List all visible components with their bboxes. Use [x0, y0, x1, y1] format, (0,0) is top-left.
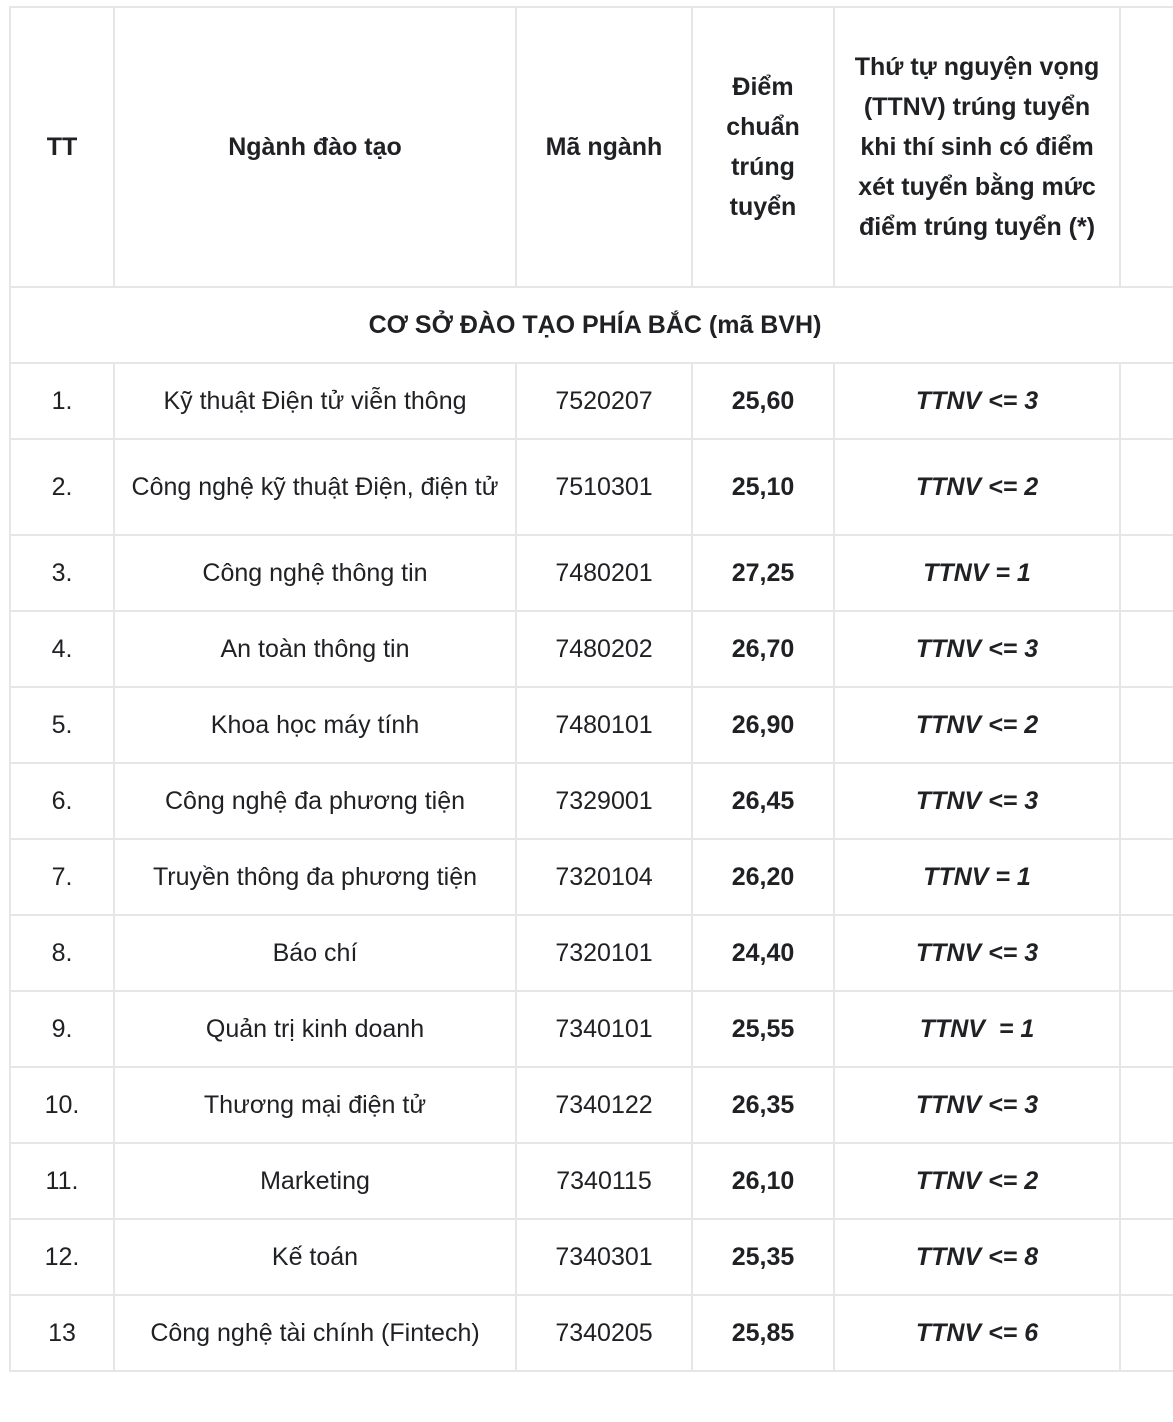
- cell-ttnv: TTNV <= 3: [834, 763, 1120, 839]
- header-ttnv: [834, 7, 1120, 287]
- cell-major: Công nghệ thông tin: [114, 535, 516, 611]
- table-row: [10, 439, 1173, 535]
- cell-score: 25,85: [692, 1295, 834, 1371]
- cell-extra: [1120, 915, 1173, 991]
- cell-tt: 12.: [10, 1219, 114, 1295]
- cell-ttnv: TTNV <= 8: [834, 1219, 1120, 1295]
- header-major: Ngành đào tạo: [114, 7, 516, 287]
- cell-major: An toàn thông tin: [114, 611, 516, 687]
- cell-tt: 7.: [10, 839, 114, 915]
- cell-major: Công nghệ đa phương tiện: [114, 763, 516, 839]
- table-row: [10, 763, 1173, 839]
- cell-score: 26,90: [692, 687, 834, 763]
- cell-score: 26,20: [692, 839, 834, 915]
- cell-score: 27,25: [692, 535, 834, 611]
- cell-extra: [1120, 611, 1173, 687]
- table-row: [10, 1143, 1173, 1219]
- section-row: [10, 287, 1173, 363]
- cell-ttnv: TTNV <= 3: [834, 363, 1120, 439]
- cell-code: 7480202: [516, 611, 692, 687]
- cell-ttnv: TTNV = 1: [834, 991, 1120, 1067]
- cell-tt: 5.: [10, 687, 114, 763]
- cell-extra: [1120, 763, 1173, 839]
- cell-major: Kế toán: [114, 1219, 516, 1295]
- cell-major: Quản trị kinh doanh: [114, 991, 516, 1067]
- cell-extra: [1120, 1067, 1173, 1143]
- cell-extra: [1120, 439, 1173, 535]
- table-row: [10, 687, 1173, 763]
- cell-extra: [1120, 363, 1173, 439]
- table-body: [10, 287, 1173, 1371]
- header-tt: TT: [10, 7, 114, 287]
- cell-major: Công nghệ tài chính (Fintech): [114, 1295, 516, 1371]
- cell-code: 7329001: [516, 763, 692, 839]
- cell-code: 7510301: [516, 439, 692, 535]
- table-row: [10, 1067, 1173, 1143]
- cell-ttnv: TTNV <= 3: [834, 611, 1120, 687]
- section-title: CƠ SỞ ĐÀO TẠO PHÍA BẮC (mã BVH): [10, 287, 1173, 363]
- cell-tt: 11.: [10, 1143, 114, 1219]
- cell-code: 7520207: [516, 363, 692, 439]
- cell-extra: [1120, 687, 1173, 763]
- admission-score-table: [9, 6, 1173, 1372]
- cell-score: 26,35: [692, 1067, 834, 1143]
- cell-tt: 2.: [10, 439, 114, 535]
- cell-extra: [1120, 1219, 1173, 1295]
- header-score-label: Điểm chuẩn trúng tuyển: [726, 73, 800, 221]
- cell-major: Kỹ thuật Điện tử viễn thông: [114, 363, 516, 439]
- cell-score: 26,70: [692, 611, 834, 687]
- cell-major: Thương mại điện tử: [114, 1067, 516, 1143]
- cell-ttnv: TTNV <= 2: [834, 1143, 1120, 1219]
- cell-score: 25,60: [692, 363, 834, 439]
- cell-extra: [1120, 839, 1173, 915]
- table-row: [10, 535, 1173, 611]
- header-code: Mã ngành: [516, 7, 692, 287]
- cell-tt: 10.: [10, 1067, 114, 1143]
- cell-code: 7340101: [516, 991, 692, 1067]
- cell-ttnv: TTNV = 1: [834, 535, 1120, 611]
- table-row: [10, 1295, 1173, 1371]
- cell-code: 7340205: [516, 1295, 692, 1371]
- table-row: [10, 991, 1173, 1067]
- cell-extra: [1120, 1143, 1173, 1219]
- header-ttnv-label: Thứ tự nguyện vọng (TTNV) trúng tuyển khi thí sinh có điểm xét tuyển bằng mức điểm trúng tuyển (*): [854, 53, 1100, 241]
- cell-score: 25,55: [692, 991, 834, 1067]
- cell-tt: 1.: [10, 363, 114, 439]
- header-score: [692, 7, 834, 287]
- cell-ttnv: TTNV <= 3: [834, 915, 1120, 991]
- header-extra-column: [1120, 7, 1173, 287]
- table-row: [10, 363, 1173, 439]
- cell-tt: 6.: [10, 763, 114, 839]
- cell-code: 7320101: [516, 915, 692, 991]
- cell-score: 26,45: [692, 763, 834, 839]
- cell-major: Truyền thông đa phương tiện: [114, 839, 516, 915]
- cell-code: 7320104: [516, 839, 692, 915]
- cell-score: 24,40: [692, 915, 834, 991]
- table-row: [10, 1219, 1173, 1295]
- cell-major: Marketing: [114, 1143, 516, 1219]
- table-row: [10, 611, 1173, 687]
- cell-ttnv: TTNV <= 3: [834, 1067, 1120, 1143]
- cell-tt: 3.: [10, 535, 114, 611]
- cell-major: Báo chí: [114, 915, 516, 991]
- cell-tt: 13: [10, 1295, 114, 1371]
- cell-ttnv: TTNV <= 2: [834, 439, 1120, 535]
- cell-tt: 8.: [10, 915, 114, 991]
- cell-code: 7340115: [516, 1143, 692, 1219]
- cell-tt: 4.: [10, 611, 114, 687]
- cell-major: Khoa học máy tính: [114, 687, 516, 763]
- cell-code: 7480101: [516, 687, 692, 763]
- cell-code: 7340122: [516, 1067, 692, 1143]
- table-row: [10, 839, 1173, 915]
- cell-code: 7480201: [516, 535, 692, 611]
- cell-score: 25,35: [692, 1219, 834, 1295]
- cell-extra: [1120, 1295, 1173, 1371]
- cell-tt: 9.: [10, 991, 114, 1067]
- cell-major: Công nghệ kỹ thuật Điện, điện tử: [114, 439, 516, 535]
- cell-score: 25,10: [692, 439, 834, 535]
- cell-code: 7340301: [516, 1219, 692, 1295]
- cell-ttnv: TTNV <= 6: [834, 1295, 1120, 1371]
- table-header-row: [10, 7, 1173, 287]
- cell-ttnv: TTNV = 1: [834, 839, 1120, 915]
- cell-extra: [1120, 535, 1173, 611]
- cell-score: 26,10: [692, 1143, 834, 1219]
- cell-extra: [1120, 991, 1173, 1067]
- table-row: [10, 915, 1173, 991]
- cell-ttnv: TTNV <= 2: [834, 687, 1120, 763]
